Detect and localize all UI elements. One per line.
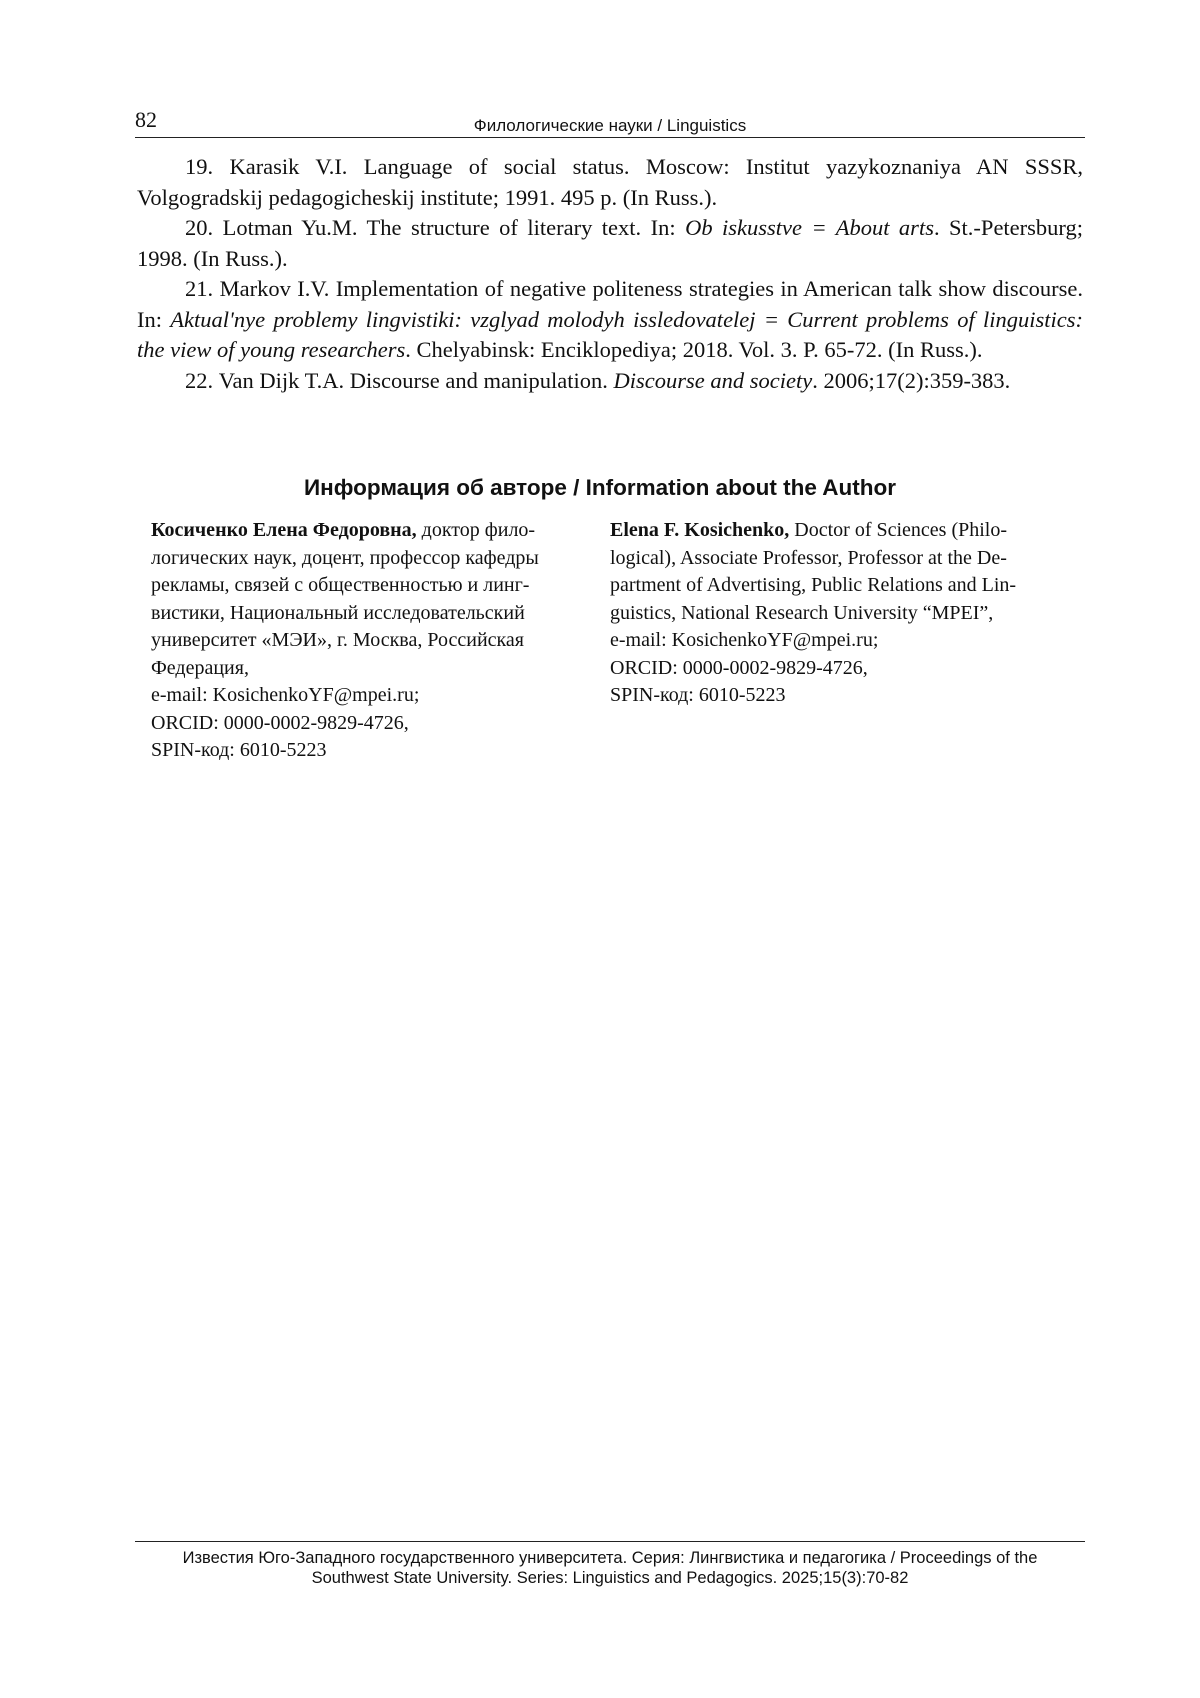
reference-number: 21. xyxy=(185,276,214,301)
author-info-heading: Информация об авторе / Information about the Author xyxy=(303,475,897,500)
author-info-en-line: logical), Associate Professor, Professor at the De- xyxy=(610,546,1007,569)
footer-line-2: Southwest State University. Series: Linguistics and Pedagogics. 2025;15(3):70-82 xyxy=(311,1569,909,1587)
page-header xyxy=(135,103,1085,138)
author-email-en: e-mail: KosichenkoYF@mpei.ru; xyxy=(610,629,879,651)
author-info-ru-line: рекламы, связей с общественностью и линг- xyxy=(151,574,530,596)
reference-number: 20. xyxy=(185,215,214,240)
author-spin-ru: SPIN-код: 6010-5223 xyxy=(151,739,327,761)
author-info-en-first-line xyxy=(610,517,1070,545)
author-info-ru-line: Федерация, xyxy=(151,656,249,679)
running-title: Филологические науки / Linguistics xyxy=(473,116,747,135)
reference-text: . Chelyabinsk: Enciklopediya; 2018. Vol. 3. P. 65-72. (In Russ.). xyxy=(405,337,983,362)
reference-item xyxy=(137,152,1083,213)
reference-number: 19. xyxy=(185,154,214,179)
references-list xyxy=(137,152,1083,396)
reference-text: Markov I.V. Implementation of negative politeness strategies in American talk show discourse. In: xyxy=(137,276,1084,332)
author-orcid-ru: ORCID: 0000-0002-9829-4726, xyxy=(151,711,409,734)
reference-source-title: Ob iskusstve = About arts xyxy=(685,215,934,240)
author-info-en-line: partment of Advertising, Public Relations and Lin- xyxy=(610,574,1017,596)
reference-text: Van Dijk T.A. Discourse and manipulation. xyxy=(218,367,614,393)
reference-text: Lotman Yu.M. The structure of literary text. In: xyxy=(222,215,686,240)
reference-text: Karasik V.I. Language of social status. Moscow: Institut yazykoznaniya AN SSSR, Volgogradskij pedagogicheskij institute; 1991. 495 p. (In Russ.). xyxy=(137,154,1084,210)
footer-line-1: Известия Юго-Западного государственного университета. Серия: Лингвистика и педагогика / Proceedings of the xyxy=(182,1549,1038,1567)
reference-source-title: Discourse and society xyxy=(613,367,813,393)
author-info-ru-line: логических наук, доцент, профессор кафедры xyxy=(151,546,539,569)
reference-item xyxy=(137,213,1083,274)
author-info-ru xyxy=(151,517,591,765)
reference-source-title: Aktual'nye problemy lingvistiki: vzglyad molodyh issledovatelej = Current problems of linguistics: the view of young researchers xyxy=(137,306,1083,362)
author-email-ru: e-mail: KosichenkoYF@mpei.ru; xyxy=(151,684,420,706)
author-orcid-en: ORCID: 0000-0002-9829-4726, xyxy=(610,656,868,679)
reference-number: 22. xyxy=(185,367,214,393)
page-footer xyxy=(135,1541,1085,1588)
page-number: 82 xyxy=(135,107,157,132)
author-info-ru-line: университет «МЭИ», г. Москва, Российская xyxy=(151,629,525,651)
author-info-en-line: Doctor of Sciences (Philo- xyxy=(789,519,1008,541)
author-name-ru: Косиченко Елена Федоровна, xyxy=(151,519,417,541)
author-info-en-line: guistics, National Research University “MPEI”, xyxy=(610,601,994,624)
author-info-en xyxy=(610,517,1070,710)
author-info-ru-line: вистики, Национальный исследовательский xyxy=(151,601,525,624)
author-spin-en: SPIN-код: 6010-5223 xyxy=(610,684,786,706)
author-info-ru-first-line xyxy=(151,517,591,545)
author-info-ru-line: доктор фило- xyxy=(416,519,536,541)
reference-text: . St.-Petersburg; 1998. (In Russ.). xyxy=(137,215,1083,271)
reference-item xyxy=(137,274,1083,366)
reference-item xyxy=(137,366,1083,397)
reference-text: . 2006;17(2):359-383. xyxy=(812,367,1011,393)
author-name-en: Elena F. Kosichenko, xyxy=(610,519,790,541)
